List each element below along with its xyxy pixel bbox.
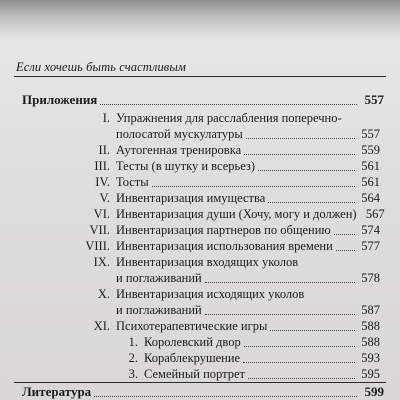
toc-entry-title: Приложения <box>22 92 98 107</box>
toc-entry-number: V. <box>99 191 110 205</box>
toc-leader-dots <box>205 313 355 315</box>
toc-page-number: 561 <box>361 159 380 173</box>
toc-entry-title: Инвентаризация исходящих уколов <box>116 287 305 301</box>
toc-entry-title: полосатой мускулатуры <box>116 127 243 141</box>
toc-leader-dots <box>244 153 355 155</box>
toc-page-number: 559 <box>361 143 380 157</box>
toc-leader-dots <box>334 233 355 235</box>
toc-entry-title: и поглаживаний <box>116 303 202 317</box>
toc-leader-dots <box>94 395 357 397</box>
toc-page-number: 588 <box>361 319 380 333</box>
toc-entry-number: II. <box>98 143 110 157</box>
toc-page-number: 595 <box>361 367 380 381</box>
toc-entry-title: Литература <box>22 384 92 399</box>
toc-entry-title: Семейный портрет <box>144 367 245 381</box>
toc-entry-continuation <box>0 127 380 142</box>
toc-leader-dots <box>248 377 355 379</box>
toc-entry-number: IX. <box>93 255 110 269</box>
toc-entry <box>0 207 385 222</box>
toc-entry-number: III. <box>94 159 110 173</box>
toc-leader-dots <box>244 345 355 347</box>
toc-entry-title: и поглаживаний <box>116 271 202 285</box>
toc-entry-number: VII. <box>89 223 110 237</box>
toc-page-number: 561 <box>361 175 380 189</box>
toc-leader-dots <box>336 249 355 251</box>
toc-entry-title: Аутогенная тренировка <box>116 143 242 157</box>
toc-leader-dots <box>268 201 355 203</box>
toc-entry-number: 3. <box>128 367 138 381</box>
toc-leader-dots <box>243 361 355 363</box>
toc-entry-title: Упражнения для расслабления поперечно- <box>116 111 342 125</box>
toc-page-number: 574 <box>361 223 380 237</box>
toc-entry-number: VI. <box>93 207 110 221</box>
toc-subentry <box>0 351 380 366</box>
toc-entry-number: X. <box>97 287 110 301</box>
toc-leader-dots <box>100 103 357 105</box>
toc-entry <box>0 111 380 126</box>
toc-entry-title: Инвентаризация души (Хочу, могу и должен) <box>116 207 357 221</box>
toc-entry <box>0 143 380 158</box>
toc-page-number: 557 <box>361 127 380 141</box>
toc-page-number: 567 <box>365 207 385 221</box>
toc-entry-title: Кораблекрушение <box>144 351 241 365</box>
toc-entry-number: 2. <box>128 351 138 365</box>
toc-entry-title: Тесты (в шутку и всерьез) <box>116 159 255 173</box>
toc-entry-continuation <box>0 271 380 286</box>
toc-entry-title: Инвентаризация имущества <box>116 191 266 205</box>
toc-page-number: 593 <box>361 351 380 365</box>
toc-subentry <box>0 367 380 382</box>
toc-entry-title: Инвентаризация входящих уколов <box>116 255 299 269</box>
toc-entry-title: Инвентаризация использования времени <box>116 239 333 253</box>
running-head: Если хочешь быть счастливым <box>16 60 186 74</box>
toc-leader-dots <box>152 185 355 187</box>
toc-page-number: 587 <box>361 303 380 317</box>
toc-leader-dots <box>205 281 355 283</box>
toc-entry <box>0 287 380 302</box>
toc-entry-title: Тосты <box>116 175 149 189</box>
toc-entry <box>0 255 380 270</box>
toc-entry-title: Инвентаризация партнеров по общению <box>116 223 331 237</box>
toc-page-number: 588 <box>361 335 380 349</box>
toc-leader-dots <box>270 329 355 331</box>
toc-entry <box>0 223 380 238</box>
toc-leader-dots <box>258 169 355 171</box>
toc-leader-dots <box>246 137 355 139</box>
toc-page-number: 577 <box>361 239 380 253</box>
toc-entry <box>0 239 380 254</box>
toc-entry-title: Психотерапевтические игры <box>116 319 268 333</box>
toc-page-number: 557 <box>364 92 384 107</box>
toc-entry <box>0 191 380 206</box>
toc-entry-number: IV. <box>95 175 110 189</box>
toc-page-number: 599 <box>364 384 384 399</box>
toc-entry-number: VIII. <box>85 239 110 253</box>
toc-entry <box>0 159 380 174</box>
toc-entry-number: I. <box>102 111 110 125</box>
toc-entry-number: 1. <box>128 335 138 349</box>
toc-entry-number: XI. <box>93 319 110 333</box>
section-divider <box>14 382 386 383</box>
toc-entry-title: Королевский двор <box>144 335 241 349</box>
toc-entry-appendix <box>22 92 384 108</box>
toc-entry-continuation <box>0 303 380 318</box>
toc-entry-literature <box>22 384 384 400</box>
toc-page-number: 564 <box>361 191 380 205</box>
toc-entry <box>0 319 380 334</box>
toc-entry <box>0 175 380 190</box>
toc-subentry <box>0 335 380 350</box>
toc-page-number: 578 <box>361 271 380 285</box>
